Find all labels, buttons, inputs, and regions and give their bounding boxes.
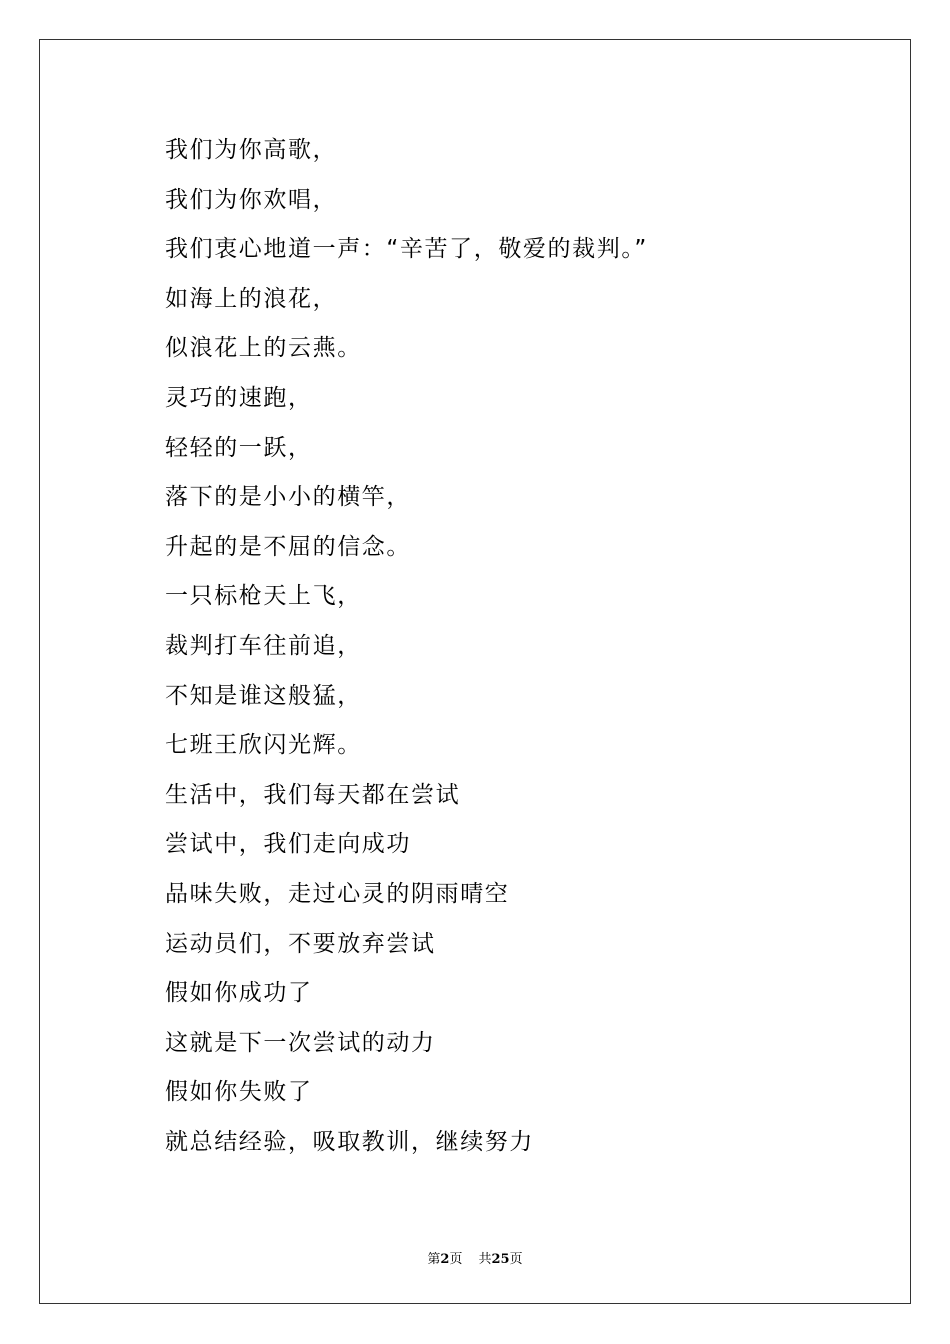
- page-number: 2: [440, 1252, 450, 1267]
- poem-line: 七班王欣闪光辉。: [165, 732, 362, 759]
- page-prefix: 第: [427, 1252, 441, 1267]
- page-suffix: 页: [449, 1252, 463, 1267]
- poem-line: 就总结经验，吸取教训，继续努力: [165, 1128, 534, 1155]
- poem-line: 生活中，我们每天都在尝试: [165, 781, 461, 808]
- poem-body: [165, 132, 865, 1173]
- total-pages: 25: [491, 1252, 510, 1267]
- poem-line: 尝试中，我们走向成功: [165, 831, 411, 858]
- poem-line: 这就是下一次尝试的动力: [165, 1029, 436, 1056]
- poem-line: 一只标枪天上飞，: [165, 583, 362, 610]
- total-prefix: 共: [478, 1252, 492, 1267]
- page-footer: [0, 1248, 950, 1267]
- poem-line: 落下的是小小的横竿，: [165, 484, 411, 511]
- poem-line: 我们为你高歌，: [165, 137, 338, 163]
- poem-line: 运动员们，不要放弃尝试: [165, 930, 436, 957]
- poem-line: 我们为你欢唱，: [165, 186, 338, 213]
- poem-line: 品味失败，走过心灵的阴雨晴空: [165, 880, 510, 907]
- poem-line: 假如你失败了: [165, 1079, 313, 1106]
- poem-line: 假如你成功了: [165, 980, 313, 1007]
- poem-line: 不知是谁这般猛，: [165, 682, 362, 709]
- poem-line: 我们衷心地道一声：“辛苦了，敬爱的裁判。”: [165, 236, 648, 263]
- total-suffix: 页: [509, 1252, 523, 1267]
- poem-line: 升起的是不屈的信念。: [165, 533, 411, 560]
- poem-line: 轻轻的一跃，: [165, 434, 313, 461]
- poem-line: 似浪花上的云燕。: [165, 335, 362, 362]
- poem-line: 裁判打车往前追，: [165, 632, 362, 659]
- poem-line: 灵巧的速跑，: [165, 384, 313, 411]
- poem-line: 如海上的浪花，: [165, 285, 338, 312]
